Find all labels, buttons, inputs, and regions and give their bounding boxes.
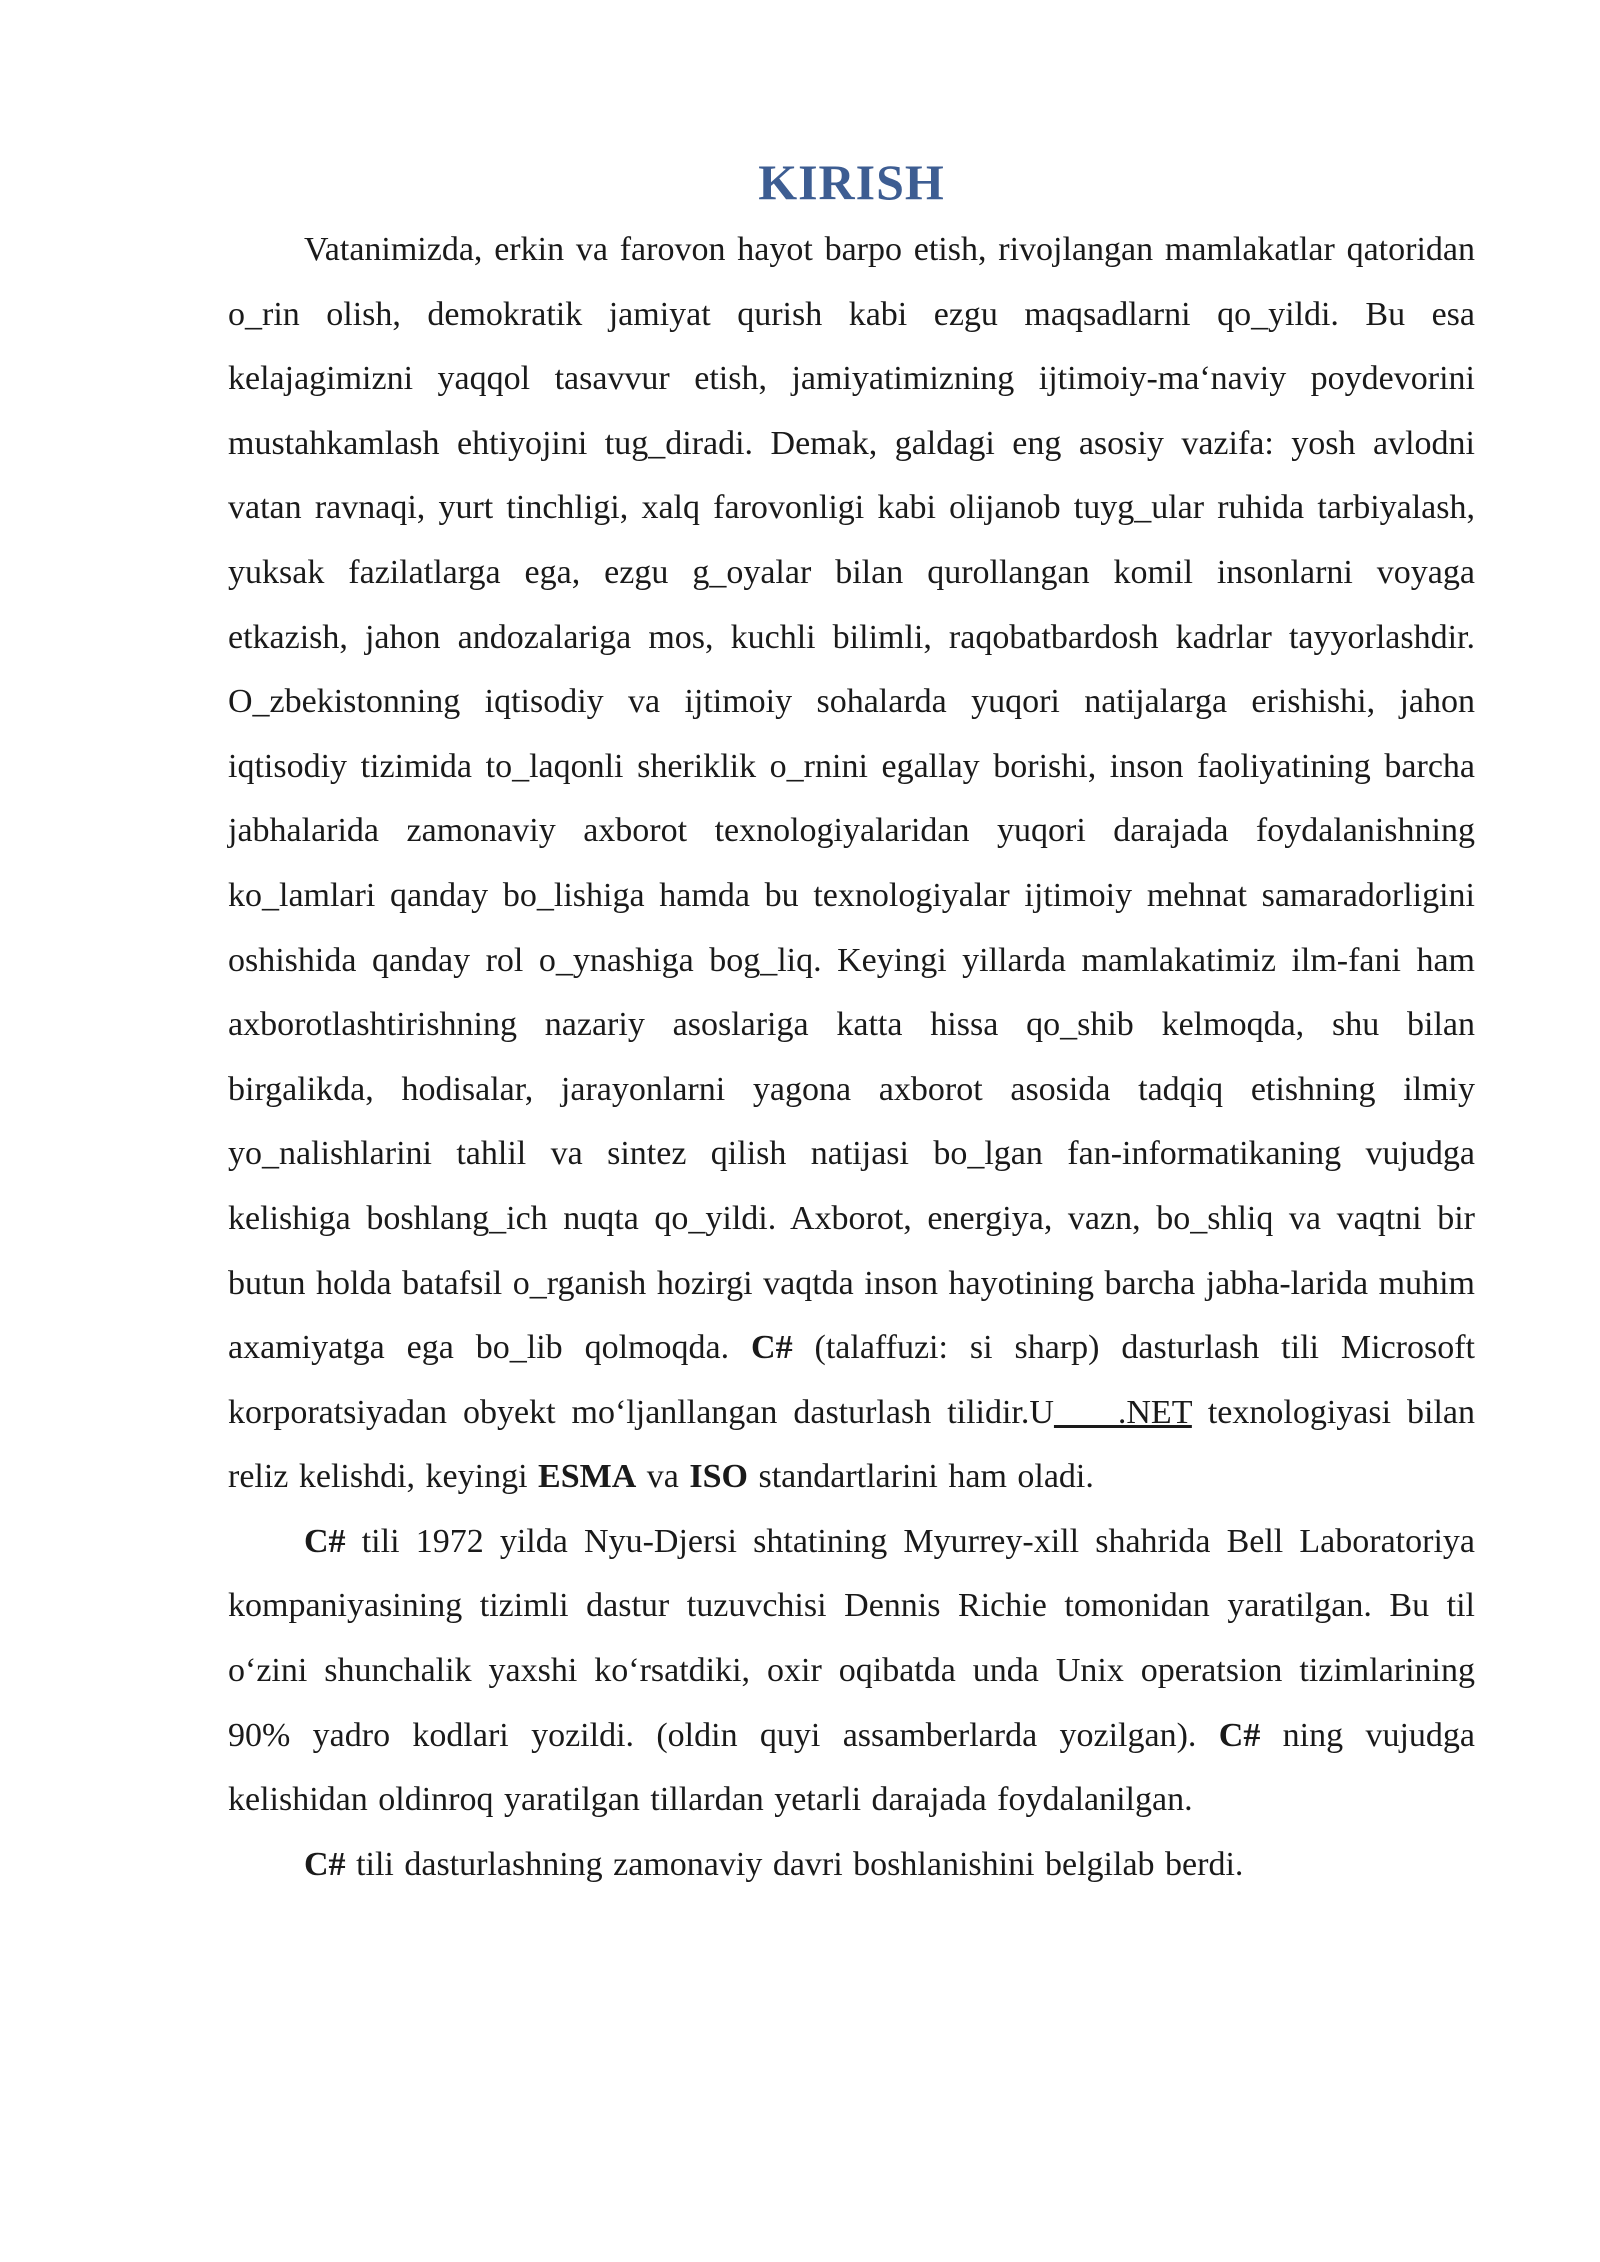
text-run: texnologiyasi bilan reliz kelishdi, keyingi <box>228 1393 1476 1496</box>
text-run: tili dasturlashning zamonaviy davri boshlanishini belgilab berdi. <box>345 1845 1244 1883</box>
bold-text: C# <box>751 1329 793 1367</box>
document-body <box>228 218 1475 1897</box>
underlined-text: .NET <box>1053 1393 1192 1431</box>
bold-text: C# <box>1218 1716 1261 1754</box>
body-paragraph <box>228 1510 1475 1833</box>
document-page <box>228 0 1475 1897</box>
text-run: va <box>636 1458 690 1496</box>
page-title: KIRISH <box>758 154 945 210</box>
text-run: tili 1972 yilda Nyu-Djersi shtatining Myurrey-xill shahrida Bell Laboratoriya kompaniyasining tizimli dastur tuzuvchisi Dennis Richie tomonidan yaratilgan. Bu til o‘zini shunchalik yaxshi ko‘rsatdiki, oxir oqibatda unda Unix operatsion tizimlarining 90% yadro kodlari yozildi. (oldin quyi assamberlarda yozilgan). <box>228 1522 1475 1754</box>
bold-text: ESMA <box>538 1458 637 1496</box>
bold-text: C# <box>304 1522 346 1560</box>
text-run: ning vujudga kelishidan oldinroq yaratilgan tillardan yetarli darajada foydalanilgan. <box>228 1716 1476 1819</box>
text-run: Vatanimizda, erkin va farovon hayot barpo etish, rivojlangan mamlakatlar qatoridan o_rin olish, demokratik jamiyat qurish kabi ezgu maqsadlarni qo_yildi. Bu esa kelajagimizni yaqqol tasavvur etish, jamiyatimizning ijtimoiy-ma‘naviy poydevorini mustahkamlash ehtiyojini tug_diradi. Demak, galdagi eng asosiy vazifa: yosh avlodni vatan ravnaqi, yurt tinchligi, xalq farovonligi kabi olijanob tuyg_ular ruhida tarbiyalash, yuksak fazilatlarga ega, ezgu g_oyalar bilan qurollangan komil insonlarni voyaga etkazish, jahon andozalariga mos, kuchli bilimli, raqobatbardosh kadrlar tayyorlashdir. O_zbekistonning iqtisodiy va ijtimoiy sohalarda yuqori natijalarga erishishi, jahon iqtisodiy tizimida to_laqonli sheriklik o_rnini egallay borishi, inson faoliyatining barcha jabhalarida zamonaviy axborot texnologiyalaridan yuqori darajada foydalanishning ko_lamlari qanday bo_lishiga hamda bu texnologiyalar ijtimoiy mehnat samaradorligini oshishida qanday rol o_ynashiga bog_liq. Keyingi yillarda mamlakatimiz ilm-fani ham axborotlashtirishning nazariy asoslariga katta hissa qo_shib kelmoqda, shu bilan birgalikda, hodisalar, jarayonlarni yagona axborot asosida tadqiq etishning ilmiy yo_nalishlarini tahlil va sintez qilish natijasi bo_lgan fan-informatikaning vujudga kelishiga boshlang_ich nuqta qo_yildi. Axborot, energiya, vazn, bo_shliq va vaqtni bir butun holda batafsil o_rganish hozirgi vaqtda inson hayotining barcha jabha-larida muhim axamiyatga ega bo_lib qolmoqda. <box>228 231 1475 1367</box>
body-paragraph <box>228 218 1475 1510</box>
text-run: (talaffuzi: si sharp) dasturlash tili Microsoft korporatsiyadan obyekt mo‘ljanllangan dasturlash tilidir.U <box>228 1329 1475 1431</box>
bold-text: C# <box>304 1845 346 1883</box>
text-run: standartlarini ham oladi. <box>747 1458 1094 1496</box>
bold-text: ISO <box>689 1458 748 1496</box>
body-paragraph <box>228 1833 1475 1898</box>
